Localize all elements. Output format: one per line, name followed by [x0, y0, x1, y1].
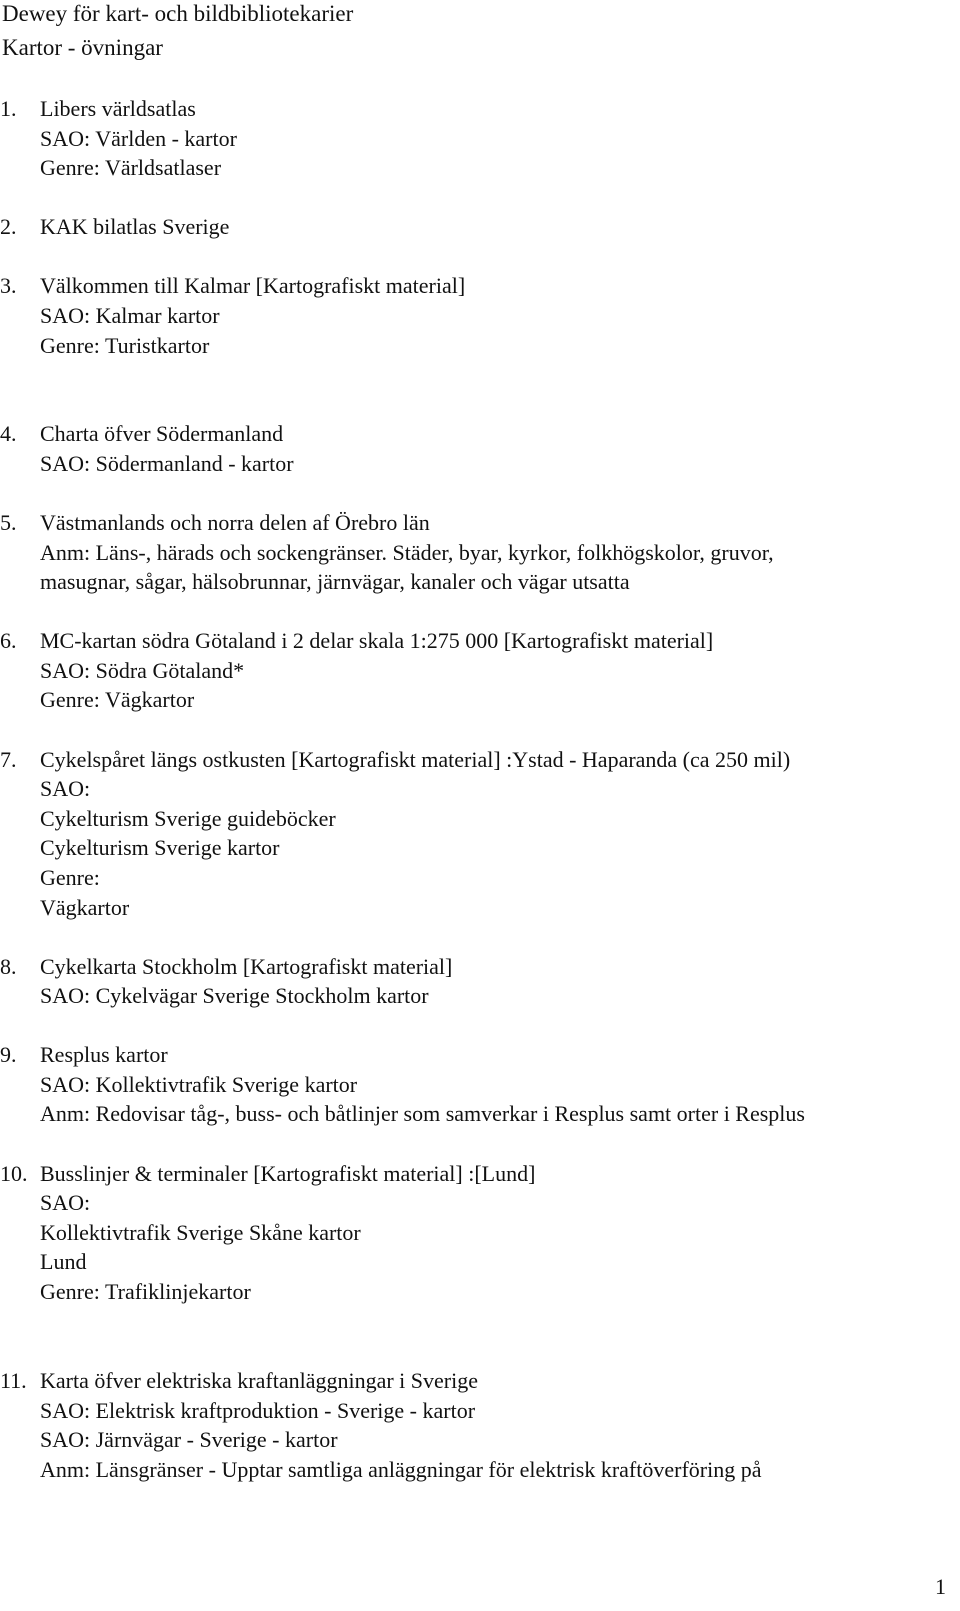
entry-number: 3.	[0, 273, 17, 298]
entry-line: SAO: Cykelvägar Sverige Stockholm kartor	[40, 983, 429, 1008]
entry-number: 9.	[0, 1042, 17, 1067]
entry-title: Västmanlands och norra delen af Örebro län	[40, 510, 430, 535]
entry-number: 5.	[0, 510, 17, 535]
entry-line: SAO: Södermanland - kartor	[40, 451, 294, 476]
entry-number: 7.	[0, 747, 17, 772]
entry-line: Lund	[40, 1249, 87, 1274]
entry-line: Genre: Turistkartor	[40, 333, 210, 358]
page-number: 1	[935, 1574, 946, 1599]
entry-line: Cykelturism Sverige kartor	[40, 835, 280, 860]
document-title: Dewey för kart- och bildbibliotekarier	[2, 1, 354, 26]
entry-number: 6.	[0, 628, 17, 653]
entry-title: Cykelspåret längs ostkusten [Kartografiskt material] :Ystad - Haparanda (ca 250 mil)	[40, 747, 791, 772]
entry-line: Genre: Vägkartor	[40, 687, 195, 712]
entry-number: 1.	[0, 96, 17, 121]
entry-line: SAO: Elektrisk kraftproduktion - Sverige - kartor	[40, 1398, 476, 1423]
entry-title: MC-kartan södra Götaland i 2 delar skala 1:275 000 [Kartografiskt material]	[40, 628, 714, 653]
entry-line: Genre:	[40, 865, 100, 890]
entry-line: Genre: Trafiklinjekartor	[40, 1279, 251, 1304]
entry-number: 10.	[0, 1161, 28, 1186]
entry-title: Välkommen till Kalmar [Kartografiskt material]	[40, 273, 466, 298]
entry-line: SAO: Världen - kartor	[40, 126, 237, 151]
entry-line: SAO:	[40, 1190, 91, 1215]
entry-line: masugnar, sågar, hälsobrunnar, järnvägar, kanaler och vägar utsatta	[40, 569, 630, 594]
entry-title: Karta öfver elektriska kraftanläggningar i Sverige	[40, 1368, 478, 1393]
entry-line: Genre: Världsatlaser	[40, 155, 222, 180]
entry-number: 11.	[0, 1368, 27, 1393]
entry-title: KAK bilatlas Sverige	[40, 214, 230, 239]
entry-line: Kollektivtrafik Sverige Skåne kartor	[40, 1220, 361, 1245]
entry-line: Anm: Länsgränser - Upptar samtliga anläggningar för elektrisk kraftöverföring på	[40, 1457, 762, 1482]
document-subtitle: Kartor - övningar	[2, 35, 163, 60]
entry-title: Charta öfver Södermanland	[40, 421, 284, 446]
entry-line: Anm: Läns-, härads och sockengränser. Städer, byar, kyrkor, folkhögskolor, gruvor,	[40, 540, 774, 565]
entry-line: SAO: Kalmar kartor	[40, 303, 220, 328]
entry-title: Libers världsatlas	[40, 96, 196, 121]
entry-line: SAO: Kollektivtrafik Sverige kartor	[40, 1072, 358, 1097]
entry-title: Cykelkarta Stockholm [Kartografiskt material]	[40, 954, 453, 979]
entry-line: Cykelturism Sverige guideböcker	[40, 806, 336, 831]
entry-line: SAO: Södra Götaland*	[40, 658, 245, 683]
entry-title: Resplus kartor	[40, 1042, 168, 1067]
entry-line: SAO:	[40, 776, 91, 801]
entry-line: SAO: Järnvägar - Sverige - kartor	[40, 1427, 338, 1452]
entry-line: Vägkartor	[40, 895, 130, 920]
entry-number: 4.	[0, 421, 17, 446]
entry-title: Busslinjer & terminaler [Kartografiskt material] :[Lund]	[40, 1161, 536, 1186]
entry-number: 2.	[0, 214, 17, 239]
entry-number: 8.	[0, 954, 17, 979]
entry-line: Anm: Redovisar tåg-, buss- och båtlinjer som samverkar i Resplus samt orter i Resplus	[40, 1101, 805, 1126]
